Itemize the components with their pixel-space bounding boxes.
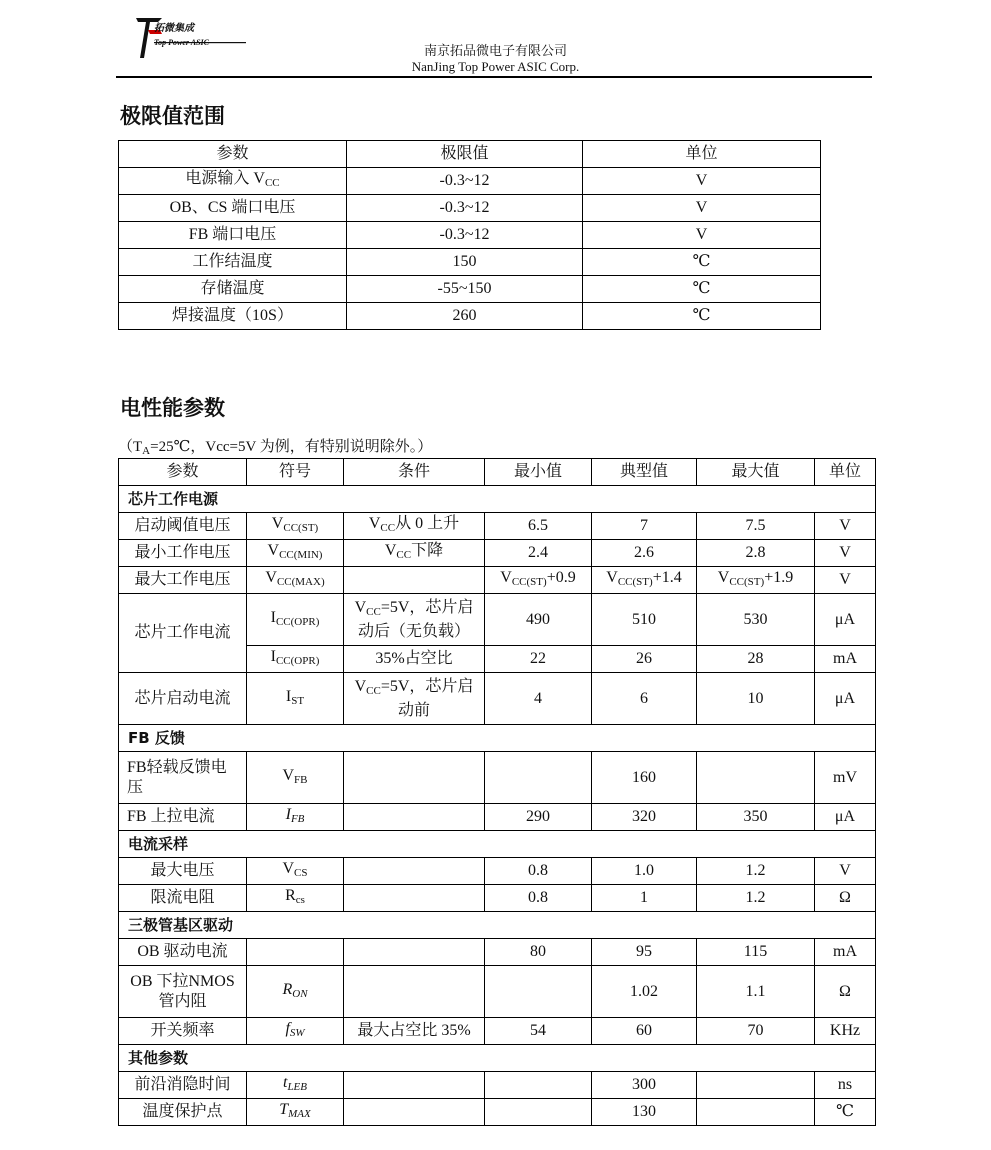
min-cell: 22 — [485, 646, 592, 673]
param-cell: OB 下拉NMOS 管内阻 — [119, 966, 247, 1018]
typ-cell: 26 — [592, 646, 697, 673]
symbol-cell: $t_{LEB}$ — [247, 1072, 344, 1099]
col-header: 单位 — [583, 141, 821, 168]
unit-cell: V — [815, 513, 876, 540]
table-row — [119, 1018, 876, 1045]
table-row — [119, 1099, 876, 1126]
param-cell: FB 端口电压 — [119, 222, 347, 249]
min-cell: 490 — [485, 594, 592, 646]
typ-cell: 60 — [592, 1018, 697, 1045]
company-name-cn: 南京拓品微电子有限公司 — [423, 43, 567, 58]
min-cell — [485, 752, 592, 804]
symbol-cell: $I_{CC(OPR)}$ — [247, 594, 344, 646]
table-row — [119, 540, 876, 567]
value-cell: 150 — [347, 249, 583, 276]
group-header-row — [119, 912, 876, 939]
value-cell: -55~150 — [347, 276, 583, 303]
table-header-row — [119, 459, 876, 486]
absolute-max-table — [118, 140, 821, 330]
table-row — [119, 966, 876, 1018]
symbol-cell: $V_{CC(MIN)}$ — [247, 540, 344, 567]
table-header-row — [119, 141, 821, 168]
min-cell: 80 — [485, 939, 592, 966]
condition-cell — [344, 939, 485, 966]
table-row — [119, 885, 876, 912]
table-row — [119, 168, 821, 195]
min-cell — [485, 1099, 592, 1126]
max-cell: 70 — [697, 1018, 815, 1045]
param-cell: OB 驱动电流 — [119, 939, 247, 966]
min-cell: 6.5 — [485, 513, 592, 540]
condition-cell — [344, 804, 485, 831]
unit-cell: Ω — [815, 885, 876, 912]
max-cell: 7.5 — [697, 513, 815, 540]
section-title-absolute-max: 极限值范围 — [120, 104, 225, 128]
min-cell — [485, 966, 592, 1018]
param-cell: 最大电压 — [119, 858, 247, 885]
typ-cell: 300 — [592, 1072, 697, 1099]
max-cell: 350 — [697, 804, 815, 831]
typ-cell: 160 — [592, 752, 697, 804]
group-header-row — [119, 831, 876, 858]
table-row — [119, 276, 821, 303]
unit-cell: Ω — [815, 966, 876, 1018]
table-row — [119, 804, 876, 831]
condition-cell — [344, 1099, 485, 1126]
param-cell: 芯片启动电流 — [119, 673, 247, 725]
typ-cell: 510 — [592, 594, 697, 646]
group-header-row — [119, 1045, 876, 1072]
max-cell — [697, 1072, 815, 1099]
unit-cell: V — [583, 222, 821, 249]
max-cell: 2.8 — [697, 540, 815, 567]
col-header: 单位 — [815, 459, 876, 486]
group-label: 电流采样 — [119, 831, 876, 858]
typ-cell: 130 — [592, 1099, 697, 1126]
symbol-cell: $I_{FB}$ — [247, 804, 344, 831]
max-cell: $V_{CC(ST)}+1.9$ — [697, 567, 815, 594]
typ-cell: 2.6 — [592, 540, 697, 567]
unit-cell: V — [583, 168, 821, 195]
typ-cell: 320 — [592, 804, 697, 831]
max-cell: 1.2 — [697, 885, 815, 912]
condition-cell: 35%占空比 — [344, 646, 485, 673]
col-header: 极限值 — [347, 141, 583, 168]
typ-cell: 1 — [592, 885, 697, 912]
table-row — [119, 249, 821, 276]
param-cell: 启动阈值电压 — [119, 513, 247, 540]
condition-cell — [344, 1072, 485, 1099]
table-row — [119, 752, 876, 804]
max-cell — [697, 752, 815, 804]
unit-cell: ns — [815, 1072, 876, 1099]
value-cell: -0.3~12 — [347, 168, 583, 195]
symbol-cell: $V_{FB}$ — [247, 752, 344, 804]
col-header: 条件 — [344, 459, 485, 486]
table-row — [119, 594, 876, 646]
param-cell: 工作结温度 — [119, 249, 347, 276]
max-cell — [697, 1099, 815, 1126]
symbol-cell: $V_{CC(MAX)}$ — [247, 567, 344, 594]
unit-cell: ℃ — [815, 1099, 876, 1126]
table-row — [119, 567, 876, 594]
param-cell: 温度保护点 — [119, 1099, 247, 1126]
unit-cell: ℃ — [583, 249, 821, 276]
group-label: 其他参数 — [119, 1045, 876, 1072]
col-header: 参数 — [119, 459, 247, 486]
unit-cell: V — [583, 195, 821, 222]
symbol-cell: $V_{CC(ST)}$ — [247, 513, 344, 540]
condition-cell: $V_{CC}$下降 — [344, 540, 485, 567]
condition-cell — [344, 567, 485, 594]
table-row — [119, 195, 821, 222]
unit-cell: KHz — [815, 1018, 876, 1045]
typ-cell: 1.02 — [592, 966, 697, 1018]
param-cell: FB 上拉电流 — [119, 804, 247, 831]
header-divider — [116, 76, 872, 78]
max-cell: 530 — [697, 594, 815, 646]
param-cell: 芯片工作电流 — [119, 594, 247, 673]
unit-cell: mA — [815, 939, 876, 966]
param-cell: 前沿消隐时间 — [119, 1072, 247, 1099]
table-row — [119, 222, 821, 249]
conditions-note: （$T_A=25℃$，Vcc=5V 为例，有特别说明除外。） — [118, 439, 433, 457]
symbol-cell: $R_{ON}$ — [247, 966, 344, 1018]
unit-cell: μA — [815, 804, 876, 831]
unit-cell: ℃ — [583, 303, 821, 330]
table-row — [119, 1072, 876, 1099]
value-cell: -0.3~12 — [347, 222, 583, 249]
table-row — [119, 513, 876, 540]
table-row — [119, 858, 876, 885]
symbol-cell: $R_{cs}$ — [247, 885, 344, 912]
min-cell — [485, 1072, 592, 1099]
col-header: 典型值 — [592, 459, 697, 486]
symbol-cell: $V_{CS}$ — [247, 858, 344, 885]
group-label: 芯片工作电源 — [119, 486, 876, 513]
unit-cell: mA — [815, 646, 876, 673]
param-cell: 存储温度 — [119, 276, 347, 303]
typ-cell: 7 — [592, 513, 697, 540]
condition-cell — [344, 752, 485, 804]
param-cell: OB、CS 端口电压 — [119, 195, 347, 222]
symbol-cell: $I_{CC(OPR)}$ — [247, 646, 344, 673]
symbol-cell — [247, 939, 344, 966]
param-cell: 最大工作电压 — [119, 567, 247, 594]
typ-cell: $V_{CC(ST)}+1.4$ — [592, 567, 697, 594]
param-cell: 限流电阻 — [119, 885, 247, 912]
symbol-cell: $f_{SW}$ — [247, 1018, 344, 1045]
min-cell: 0.8 — [485, 885, 592, 912]
min-cell: 0.8 — [485, 858, 592, 885]
group-header-row — [119, 725, 876, 752]
company-name-en: NanJing Top Power ASIC Corp. — [411, 59, 580, 74]
condition-cell: 最大占空比 35% — [344, 1018, 485, 1045]
section-title-electrical: 电性能参数 — [120, 396, 225, 420]
table-row — [119, 939, 876, 966]
min-cell: 54 — [485, 1018, 592, 1045]
group-header-row — [119, 486, 876, 513]
max-cell: 1.2 — [697, 858, 815, 885]
col-header: 参数 — [119, 141, 347, 168]
param-cell: 焊接温度（10S） — [119, 303, 347, 330]
electrical-characteristics-table — [118, 458, 876, 1126]
min-cell: 4 — [485, 673, 592, 725]
max-cell: 28 — [697, 646, 815, 673]
symbol-cell: $I_{ST}$ — [247, 673, 344, 725]
condition-cell: $V_{CC}=5V$，芯片启动后（无负载） — [344, 594, 485, 646]
min-cell: 2.4 — [485, 540, 592, 567]
table-row — [119, 673, 876, 725]
condition-cell: $V_{CC}$从 0 上升 — [344, 513, 485, 540]
condition-cell — [344, 966, 485, 1018]
param-cell: FB轻载反馈电压 — [119, 752, 247, 804]
logo-english-text: Top Power ASIC — [154, 38, 209, 47]
unit-cell: V — [815, 540, 876, 567]
logo-chinese-text: 拓微集成 — [154, 23, 194, 34]
col-header: 符号 — [247, 459, 344, 486]
max-cell: 115 — [697, 939, 815, 966]
symbol-cell: $T_{MAX}$ — [247, 1099, 344, 1126]
value-cell: 260 — [347, 303, 583, 330]
param-cell: 电源输入 $V_{CC}$ — [119, 168, 347, 195]
param-cell: 开关频率 — [119, 1018, 247, 1045]
typ-cell: 6 — [592, 673, 697, 725]
min-cell: 290 — [485, 804, 592, 831]
max-cell: 1.1 — [697, 966, 815, 1018]
typ-cell: 1.0 — [592, 858, 697, 885]
group-label: 三极管基区驱动 — [119, 912, 876, 939]
min-cell: $V_{CC(ST)}+0.9$ — [485, 567, 592, 594]
condition-cell — [344, 858, 485, 885]
value-cell: -0.3~12 — [347, 195, 583, 222]
group-label: FB 反馈 — [119, 725, 876, 752]
condition-cell — [344, 885, 485, 912]
table-row — [119, 303, 821, 330]
unit-cell: ℃ — [583, 276, 821, 303]
col-header: 最小值 — [485, 459, 592, 486]
max-cell: 10 — [697, 673, 815, 725]
unit-cell: mV — [815, 752, 876, 804]
unit-cell: V — [815, 858, 876, 885]
unit-cell: μA — [815, 673, 876, 725]
condition-cell: $V_{CC}=5V$，芯片启动前 — [344, 673, 485, 725]
param-cell: 最小工作电压 — [119, 540, 247, 567]
typ-cell: 95 — [592, 939, 697, 966]
unit-cell: μA — [815, 594, 876, 646]
col-header: 最大值 — [697, 459, 815, 486]
unit-cell: V — [815, 567, 876, 594]
